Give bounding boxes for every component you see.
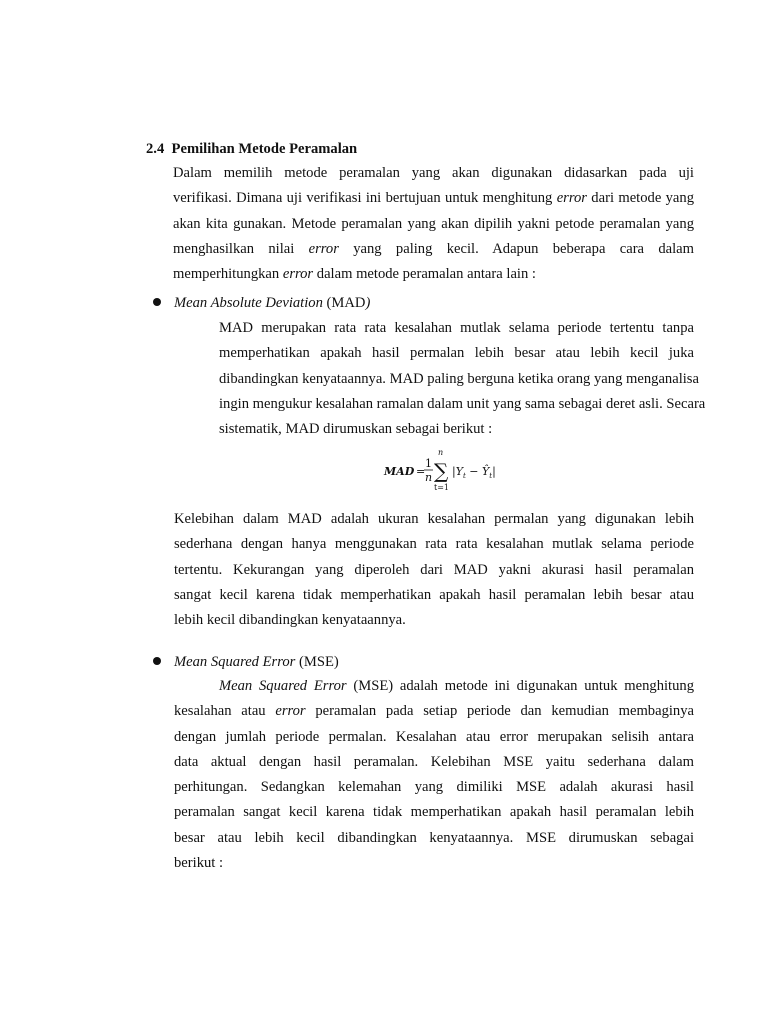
sum-upper-limit: n (438, 448, 444, 457)
text-line: data aktual dengan hasil peramalan. Kelebihan MSE yaitu sederhana dalam (174, 753, 694, 770)
text-line: menghasilkan nilai error yang paling kecil. Adapun beberapa cara dalam (173, 240, 695, 257)
text-line: Dalam memilih metode peramalan yang akan digunakan didasarkan pada uji (173, 165, 694, 181)
text-line: tertentu. Kekurangan yang diperoleh dari MAD yakni akurasi hasil peramalan (174, 561, 694, 578)
formula-denominator: n (425, 471, 433, 484)
text-line: perhitungan. Sedangkan kelemahan yang dimiliki MSE adalah akurasi hasil (174, 779, 694, 796)
intro-paragraph (146, 161, 694, 287)
section-heading (146, 139, 357, 159)
text-line: peramalan sangat kecil karena tidak memperhatikan apakah hasil peramalan lebih (174, 804, 694, 821)
text-line: memperhitungkan error dalam metode peramalan antara lain : (173, 266, 536, 283)
section-title: Pemilihan Metode Peramalan (171, 141, 358, 157)
text-line: sangat kecil karena tidak memperhatikan apakah hasil peramalan lebih besar atau (174, 586, 694, 603)
mad-formula (382, 446, 502, 494)
sum-icon: ∑ (434, 459, 449, 483)
formula-body: $|Y_t$ − $Ŷ_t|$ (452, 465, 496, 480)
mad-description (174, 316, 706, 442)
mse-title: Mean Squared Error (MSE) (174, 654, 339, 670)
text-line: akan kita gunakan. Metode peramalan yang akan dipilih yakni petode peramalan yang (173, 215, 694, 232)
bullet-mse (153, 657, 161, 665)
formula-equals: = (416, 465, 426, 478)
text-line: sederhana dengan hanya menggunakan rata rata kesalahan mutlak selama periode (174, 536, 694, 553)
text-line: MAD merupakan rata rata kesalahan mutlak selama periode tertentu tanpa (219, 320, 694, 336)
text-line: ingin mengukur kesalahan ramalan dalam unit yang sama sebagai deret asli. Secara (219, 395, 706, 412)
text-line: lebih kecil dibandingkan kenyataannya. (174, 612, 406, 629)
text-line: Kelebihan dalam MAD adalah ukuran kesalahan permalan yang digunakan lebih (174, 511, 694, 527)
sum-lower-limit: t=1 (434, 483, 450, 492)
text-line: dibandingkan kenyataannya. MAD paling berguna ketika orang yang menganalisa (219, 370, 699, 387)
text-line: Mean Squared Error (MSE) adalah metode ini digunakan untuk menghitung (219, 678, 694, 694)
formula-lhs: MAD (384, 465, 415, 478)
mse-description (174, 674, 694, 876)
text-line: berikut : (174, 855, 224, 872)
mad-pros-cons (174, 507, 694, 633)
text-line: kesalahan atau error peramalan pada setiap periode dan kemudian membaginya (174, 703, 694, 720)
mad-title: Mean Absolute Deviation (MAD) (174, 295, 371, 311)
text-line: memperhatikan apakah hasil permalan lebih besar atau lebih kecil juka (219, 345, 694, 362)
text-line: dengan jumlah periode permalan. Kesalahan atau error merupakan selisih antara (174, 728, 694, 745)
text-line: sistematik, MAD dirumuskan sebagai berikut : (219, 421, 493, 438)
section-number: 2.4 (146, 141, 165, 157)
text-line: besar atau lebih kecil dibandingkan kenyataannya. MSE dirumuskan sebagai (174, 829, 694, 846)
text-line: verifikasi. Dimana uji verifikasi ini bertujuan untuk menghitung error dari metode yang (173, 190, 695, 207)
formula-numerator: 1 (425, 457, 432, 470)
bullet-mad (153, 298, 161, 306)
